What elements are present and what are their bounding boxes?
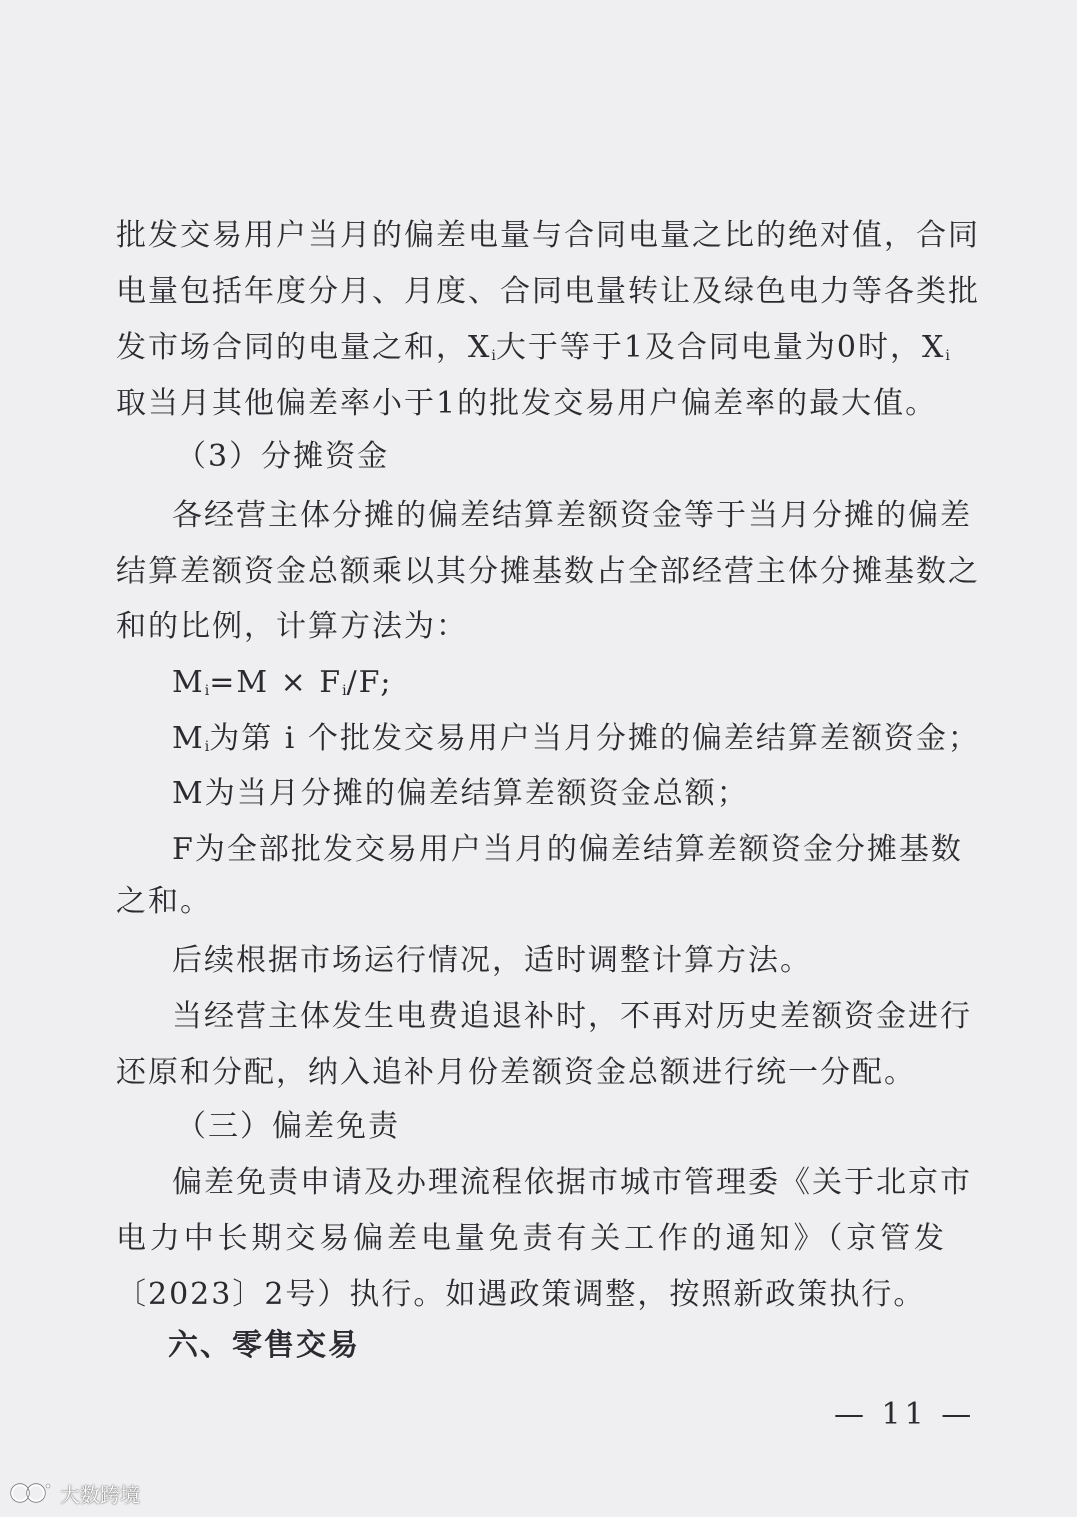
def-text: 为第 i 个批发交易用户当月分摊的偏差结算差额资金； [209,721,980,756]
line-text: 大于等于1及合同电量为0时，X [495,330,946,365]
page-number: — 11 — [834,1397,976,1432]
body-line: 和的比例，计算方法为： [116,609,468,644]
section-heading: （3）分摊资金 [176,439,390,474]
body-line: 偏差免责申请及办理流程依据市城市管理委《关于北京市 [172,1165,972,1200]
formula-text: /F; [346,665,393,700]
subscript: i [204,683,210,699]
body-line: 〔2023〕2号）执行。如遇政策调整，按照新政策执行。 [116,1277,926,1312]
body-line: 电量包括年度分月、月度、合同电量转让及绿色电力等各类批 [116,274,980,309]
body-line: 电力中长期交易偏差电量免责有关工作的通知》（京管发 [116,1221,946,1256]
def-text: M [172,721,205,756]
line-text: 发市场合同的电量之和，X [116,330,492,365]
subscript: i [204,739,210,755]
section-heading: （三）偏差免责 [176,1109,400,1144]
body-line: 结算差额资金总额乘以其分摊基数占全部经营主体分摊基数之 [116,554,980,589]
subscript: i [491,348,496,364]
watermark-text: 大数跨境 [60,1482,140,1507]
body-line [116,328,950,376]
definition-line: F为全部批发交易用户当月的偏差结算差额资金分摊基数 [172,832,963,867]
body-line: 批发交易用户当月的偏差电量与合同电量之比的绝对值，合同 [116,218,980,253]
chapter-heading: 六、零售交易 [168,1328,360,1363]
definition-line: M为当月分摊的偏差结算差额资金总额； [172,776,749,811]
body-line: 还原和分配，纳入追补月份差额资金总额进行统一分配。 [116,1055,916,1090]
formula-line [172,663,1002,711]
definition-line [172,719,1002,767]
body-line: 各经营主体分摊的偏差结算差额资金等于当月分摊的偏差 [172,498,972,533]
watermark [8,1478,140,1508]
body-line: 后续根据市场运行情况，适时调整计算方法。 [172,943,812,978]
subscript: i [945,348,950,364]
body-line: 之和。 [116,884,212,919]
subscript: i [342,683,347,699]
formula-text: M [172,665,205,700]
formula-text: =M × F [209,665,343,700]
body-line: 当经营主体发生电费追退补时，不再对历史差额资金进行 [172,999,972,1034]
body-line: 取当月其他偏差率小于1的批发交易用户偏差率的最大值。 [116,386,938,421]
watermark-logo-icon [8,1480,54,1506]
